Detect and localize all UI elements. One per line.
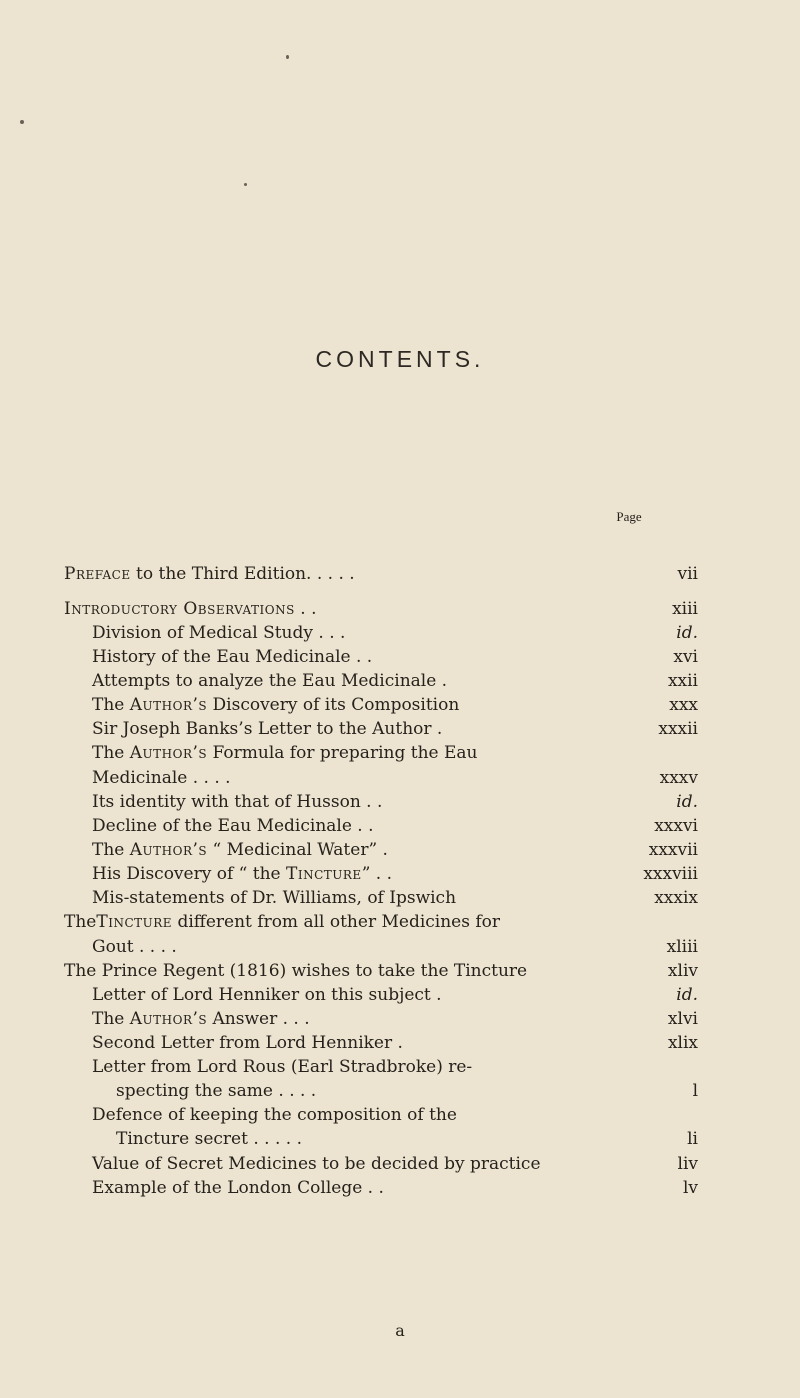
toc-entry-small-caps: Author’s: [129, 840, 208, 860]
toc-page-number: xxx: [669, 695, 698, 715]
toc-page-number: id.: [676, 985, 698, 1005]
toc-entry-text: The Prince Regent (1816) wishes to take the Tincture: [64, 961, 528, 981]
toc-page-number: li: [687, 1129, 698, 1149]
toc-entry-small-caps: Author’s: [129, 743, 208, 763]
contents-heading: CONTENTS.: [315, 346, 485, 372]
toc-entry-small-caps: Author’s: [129, 1009, 208, 1029]
toc-page-number: xxxix: [654, 888, 698, 908]
toc-entry-title: [92, 1178, 384, 1198]
toc-entry-title: [64, 599, 316, 619]
toc-page-number: xliii: [666, 937, 698, 957]
toc-entry-text: Example of the London College . .: [92, 1178, 384, 1198]
toc-page-number: id.: [676, 623, 698, 643]
toc-entry-title: [64, 912, 500, 932]
toc-entry-small-caps: Author’s: [129, 695, 208, 715]
toc-page-number: liv: [677, 1154, 698, 1174]
toc-entry-text: Defence of keeping the composition of the: [92, 1105, 457, 1125]
toc-entry-text: Sir Joseph Banks’s Letter to the Author .: [92, 719, 443, 739]
toc-page-number: xlvi: [667, 1009, 698, 1029]
toc-page-number: xliv: [667, 961, 698, 981]
paper-speck: [244, 183, 247, 186]
toc-entry-title: [92, 864, 392, 884]
toc-entry-text: The: [64, 912, 97, 932]
toc-entry-text: Second Letter from Lord Henniker .: [92, 1033, 403, 1053]
toc-entry-small-caps: Preface: [64, 564, 131, 584]
toc-entry-title: [92, 768, 231, 788]
toc-entry-title: [64, 564, 355, 584]
page-column-label: Page: [616, 509, 642, 524]
toc-page-number: lv: [682, 1178, 698, 1198]
toc-entry-text: Letter of Lord Henniker on this subject .: [92, 985, 442, 1005]
toc-entry-text: The: [92, 743, 130, 763]
toc-entry-text: “ Medicinal Water” .: [207, 840, 388, 860]
toc-entry-small-caps: Tincture: [286, 864, 362, 884]
toc-entry-title: [92, 743, 477, 763]
toc-entry-title: [92, 1033, 403, 1053]
toc-entry-text: Gout . . . .: [92, 937, 177, 957]
toc-entry-text: The: [92, 840, 130, 860]
toc-page-number: xxxv: [659, 768, 698, 788]
toc-entry-title: [92, 1009, 310, 1029]
toc-entry-text: Value of Secret Medicines to be decided by practice: [92, 1154, 541, 1174]
toc-entry-title: [92, 816, 374, 836]
toc-entry-small-caps: Introductory Observations: [64, 599, 295, 619]
toc-entry-title: [64, 961, 527, 981]
toc-entry-text: The: [92, 1009, 130, 1029]
toc-entry-text: Attempts to analyze the Eau Medicinale .: [92, 671, 448, 691]
toc-entry-text: to the Third Edition. . . . .: [130, 564, 355, 584]
toc-entry-text: Discovery of its Composition: [207, 695, 460, 715]
toc-entry-title: [116, 1081, 316, 1101]
toc-entry-title: [92, 719, 442, 739]
toc-page-number: l: [692, 1081, 698, 1101]
toc-page-number: xxxvi: [654, 816, 698, 836]
toc-entry-text: specting the same . . . .: [116, 1081, 317, 1101]
toc-page-number: xlix: [667, 1033, 698, 1053]
toc-entry-title: [92, 647, 372, 667]
toc-entry-text: The: [92, 695, 130, 715]
paper-speck: [286, 55, 289, 59]
toc-entry-text: Mis-statements of Dr. Williams, of Ipswich: [92, 888, 457, 908]
toc-entry-title: [92, 671, 447, 691]
toc-entry-text: ” . .: [361, 864, 393, 884]
toc-entry-title: [92, 1057, 472, 1077]
toc-entry-text: Its identity with that of Husson . .: [92, 792, 383, 812]
toc-entry-text: Decline of the Eau Medicinale . .: [92, 816, 374, 836]
toc-entry-text: History of the Eau Medicinale . .: [92, 647, 373, 667]
toc-entry-title: [92, 888, 456, 908]
toc-entry-text: Division of Medical Study . . .: [92, 623, 346, 643]
toc-page-number: xiii: [672, 599, 698, 619]
toc-entry-title: [92, 792, 382, 812]
toc-entry-text: Letter from Lord Rous (Earl Stradbroke) re-: [92, 1057, 473, 1077]
toc-page-number: vii: [677, 564, 698, 584]
toc-entry-text: His Discovery of “ the: [92, 864, 287, 884]
toc-page-number: id.: [676, 792, 698, 812]
toc-entry-title: [92, 937, 177, 957]
toc-entry-small-caps: Tincture: [96, 912, 173, 932]
toc-entry-text: Answer . . .: [207, 1009, 310, 1029]
toc-page-number: xvi: [673, 647, 698, 667]
toc-page-number: xxii: [667, 671, 698, 691]
toc-entry-title: [92, 1105, 457, 1125]
toc-entry-title: [92, 985, 442, 1005]
toc-entry-text: Medicinale . . . .: [92, 768, 231, 788]
toc-entry-title: [92, 1154, 541, 1174]
toc-entry-title: [116, 1129, 302, 1149]
toc-entry-title: [92, 695, 459, 715]
toc-entry-text: Tincture secret . . . . .: [116, 1129, 302, 1149]
toc-page-number: xxxvii: [648, 840, 698, 860]
toc-entry-title: [92, 840, 388, 860]
toc-entry-text: . .: [294, 599, 317, 619]
toc-entry-title: [92, 623, 345, 643]
toc-page-number: xxxii: [658, 719, 698, 739]
paper-speck: [20, 120, 24, 124]
signature-mark: a: [395, 1321, 405, 1340]
toc-entry-text: Formula for preparing the Eau: [207, 743, 478, 763]
toc-entry-text: different from all other Medicines for: [172, 912, 501, 932]
toc-page-number: xxxviii: [643, 864, 698, 884]
